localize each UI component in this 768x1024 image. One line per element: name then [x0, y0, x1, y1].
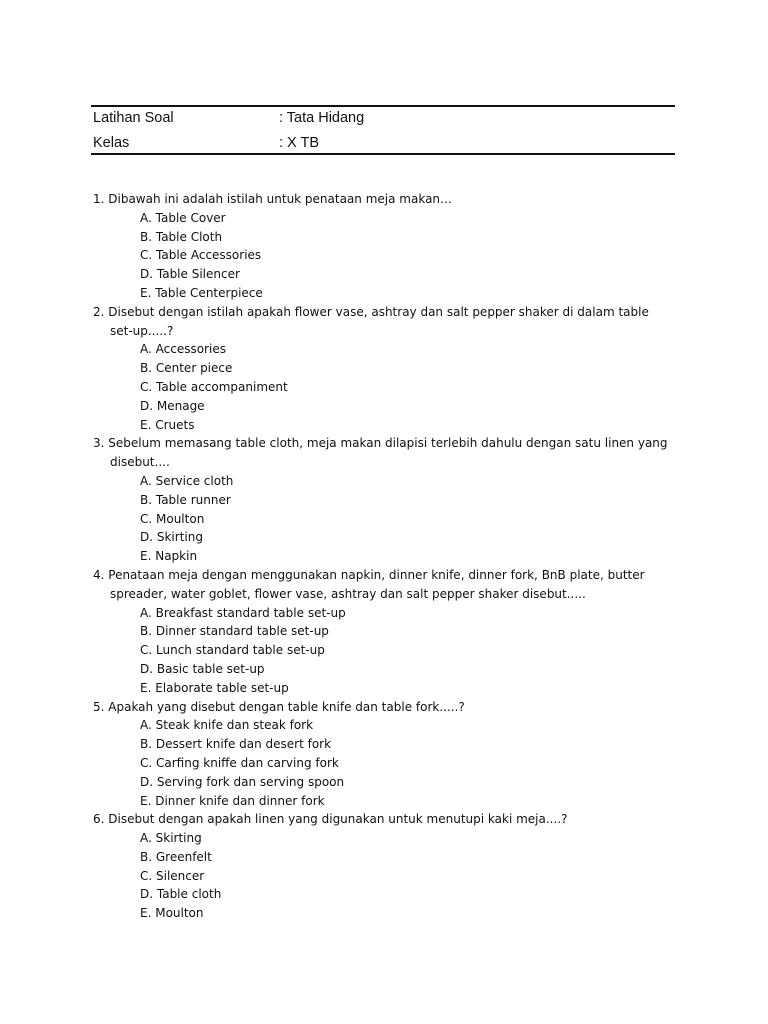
option-c: C. Moulton	[140, 511, 205, 526]
option-c: C. Lunch standard table set-up	[140, 643, 325, 658]
option-d: D. Table cloth	[140, 887, 222, 902]
option-e: E. Elaborate table set-up	[140, 680, 289, 695]
header-value-class: : X TB	[279, 135, 320, 151]
header-value-subject: : Tata Hidang	[279, 110, 365, 126]
document-header	[91, 105, 675, 155]
option-b: B. Dessert knife dan desert fork	[140, 737, 332, 752]
question-2	[93, 303, 673, 435]
option-list	[93, 604, 673, 698]
question-text: 4. Penataan meja dengan menggunakan napkin, dinner knife, dinner fork, BnB plate, butter spreader, water goblet, flower vase, ashtray dan salt pepper shaker disebut.....	[93, 567, 645, 601]
option-d: D. Menage	[140, 398, 205, 413]
option-list	[93, 716, 673, 810]
header-label-latihan-soal: Latihan Soal	[93, 110, 174, 126]
option-b: B. Center piece	[140, 361, 233, 376]
option-a: A. Accessories	[140, 342, 226, 357]
option-list	[93, 472, 673, 566]
option-b: B. Table Cloth	[140, 229, 223, 244]
header-row-class	[93, 132, 673, 154]
option-c: C. Silencer	[140, 868, 205, 883]
option-a: A. Steak knife dan steak fork	[140, 718, 314, 733]
question-text: 5. Apakah yang disebut dengan table knife dan table fork.....?	[93, 699, 465, 714]
option-d: D. Skirting	[140, 530, 203, 545]
option-a: A. Table Cover	[140, 210, 226, 225]
option-e: E. Table Centerpiece	[140, 285, 263, 300]
option-b: B. Greenfelt	[140, 849, 212, 864]
option-a: A. Skirting	[140, 831, 202, 846]
option-e: E. Cruets	[140, 417, 195, 432]
option-e: E. Dinner knife dan dinner fork	[140, 793, 325, 808]
option-d: D. Table Silencer	[140, 267, 240, 282]
question-4	[93, 566, 673, 698]
question-text: 2. Disebut dengan istilah apakah flower vase, ashtray dan salt pepper shaker di dalam table set-up.....?	[93, 304, 649, 338]
question-5	[93, 698, 673, 811]
option-list	[93, 340, 673, 434]
question-text: 6. Disebut dengan apakah linen yang digunakan untuk menutupi kaki meja....?	[93, 812, 568, 827]
option-list	[93, 209, 673, 303]
option-d: D. Basic table set-up	[140, 661, 265, 676]
question-text: 1. Dibawah ini adalah istilah untuk penataan meja makan…	[93, 192, 453, 206]
header-row-subject	[93, 107, 673, 129]
option-c: C. Table Accessories	[140, 248, 262, 263]
option-a: A. Service cloth	[140, 473, 234, 488]
option-b: B. Dinner standard table set-up	[140, 624, 329, 639]
question-3	[93, 434, 673, 566]
question-6	[93, 810, 673, 923]
option-e: E. Moulton	[140, 906, 204, 921]
question-list	[93, 190, 673, 923]
question-text: 3. Sebelum memasang table cloth, meja makan dilapisi terlebih dahulu dengan satu linen yang disebut....	[93, 436, 668, 470]
question-1	[93, 190, 673, 303]
option-a: A. Breakfast standard table set-up	[140, 605, 346, 620]
option-d: D. Serving fork dan serving spoon	[140, 774, 345, 789]
option-c: C. Table accompaniment	[140, 379, 288, 394]
option-list	[93, 829, 673, 923]
option-e: E. Napkin	[140, 549, 198, 564]
header-label-kelas: Kelas	[93, 135, 130, 151]
option-c: C. Carfing kniffe dan carving fork	[140, 755, 339, 770]
option-b: B. Table runner	[140, 492, 231, 507]
